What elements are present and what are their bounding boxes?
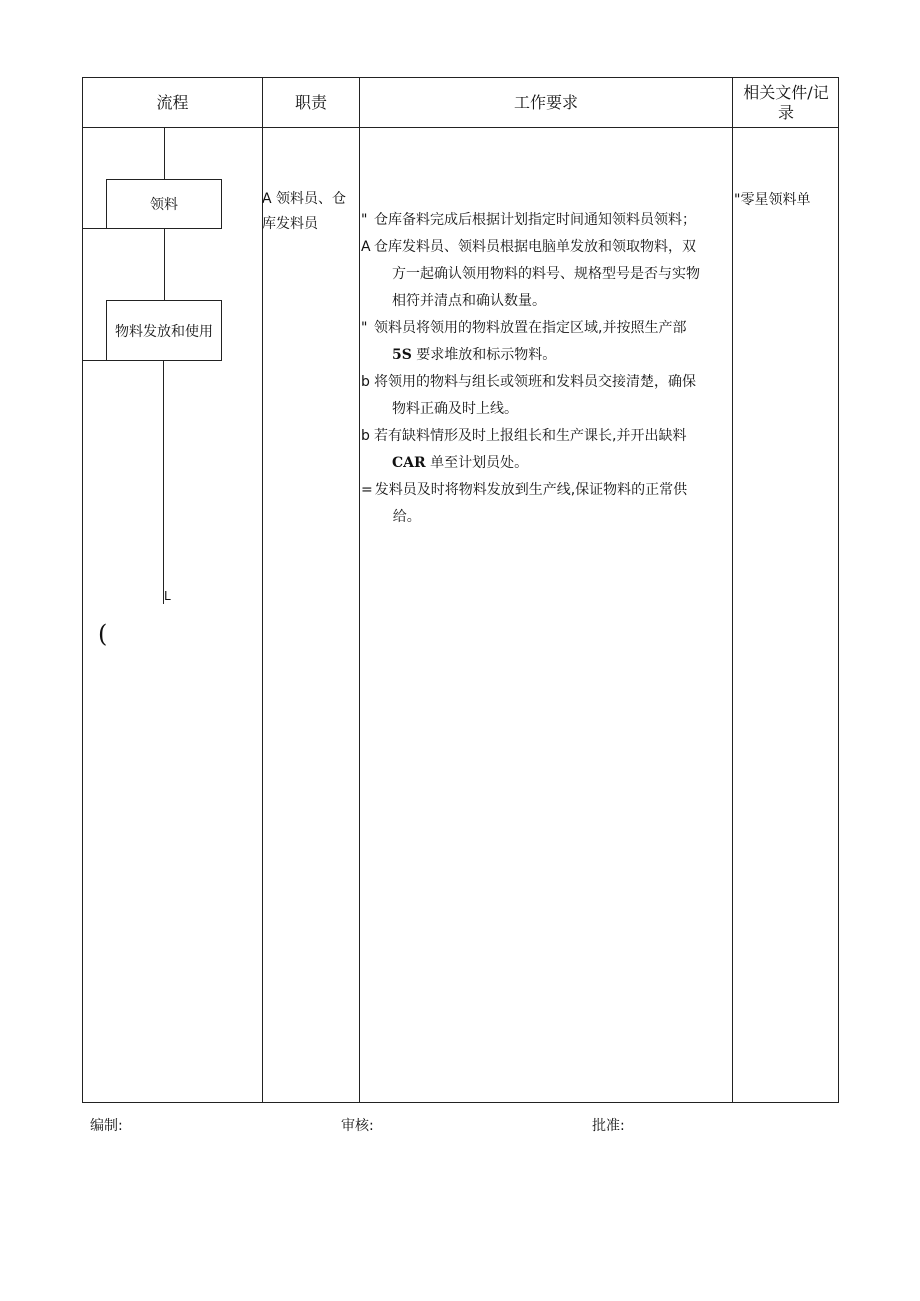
flow-branch-left-1 <box>82 228 107 229</box>
header-flow <box>83 78 262 128</box>
related-document-name: 零星领料单 <box>740 192 811 208</box>
requirement-line: 领料员将领用的物料放置在指定区域,并按照生产部 <box>374 320 687 336</box>
requirement-line-rest: 要求堆放和标示物料。 <box>411 347 557 363</box>
header-flow-label: 流程 <box>156 93 189 112</box>
footer-reviewed-by: 审核: <box>341 1118 374 1134</box>
requirement-item-1 <box>361 207 733 234</box>
header-requirements-label: 工作要求 <box>513 93 578 112</box>
requirement-marker: " <box>361 320 368 336</box>
footer-prepared-by: 编制: <box>90 1118 123 1134</box>
requirement-line <box>374 450 686 477</box>
requirement-text <box>374 369 696 423</box>
flow-step-issue-and-use <box>106 300 222 361</box>
related-documents <box>734 188 810 213</box>
requirement-marker: " <box>361 212 368 228</box>
column-divider-duty-requirements <box>359 78 360 1102</box>
requirement-line: 仓库备料完成后根据计划指定时间通知领料员领料； <box>374 212 696 228</box>
flow-end-mark: L <box>164 589 171 603</box>
requirement-marker: A <box>361 239 371 255</box>
requirement-line: 若有缺料情形及时上报组长和生产课长,并开出缺料 <box>374 428 687 444</box>
requirement-text <box>375 477 687 531</box>
header-requirements <box>360 78 732 128</box>
requirement-item-6 <box>361 477 733 531</box>
header-related-line2: 录 <box>777 103 794 122</box>
responsibility-text <box>262 187 358 237</box>
flow-branch-left-2 <box>82 360 107 361</box>
flow-parenthesis: ( <box>98 620 108 648</box>
requirement-text <box>374 234 700 315</box>
responsibility-line-1: A 领料员、仓 <box>262 191 347 207</box>
flow-connector-top <box>164 128 165 179</box>
requirement-item-3 <box>361 315 733 369</box>
header-related <box>733 78 839 128</box>
flow-step-receive-material <box>106 179 222 229</box>
requirement-line: 方一起确认领用物料的料号、规格型号是否与实物 <box>392 266 700 282</box>
requirement-line: 将领用的物料与组长或领班和发料员交接清楚，确保 <box>374 374 696 390</box>
requirement-item-5 <box>361 423 733 477</box>
requirement-text <box>374 207 696 234</box>
requirement-line: 仓库发料员、领料员根据电脑单发放和领取物料，双 <box>374 239 696 255</box>
header-related-line1: 相关文件/记 <box>743 83 829 102</box>
requirement-line: 物料正确及时上线。 <box>392 401 518 417</box>
requirement-line: 给。 <box>392 509 421 525</box>
related-marker: " <box>734 192 741 208</box>
requirement-line: 相符并清点和确认数量。 <box>392 293 546 309</box>
requirement-marker: b <box>361 428 370 444</box>
requirement-text <box>374 315 686 369</box>
requirement-line-rest: 单至计划员处。 <box>425 455 529 471</box>
requirement-bold-term: 5S <box>392 347 412 363</box>
requirements-list <box>361 207 733 531</box>
requirement-item-4 <box>361 369 733 423</box>
requirement-marker: = <box>361 482 373 498</box>
footer-approved-by: 批准: <box>592 1118 625 1134</box>
header-duty-label: 职责 <box>294 93 327 112</box>
requirement-bold-term: CAR <box>392 455 426 471</box>
flow-step-receive-material-label: 领料 <box>150 197 178 213</box>
flow-step-issue-and-use-label: 物料发放和使用 <box>115 323 213 340</box>
flow-connector-bottom <box>163 361 164 604</box>
flow-connector-middle <box>164 229 165 300</box>
requirement-item-2 <box>361 234 733 315</box>
requirement-line <box>374 342 686 369</box>
header-duty <box>263 78 359 128</box>
requirement-marker: b <box>361 374 370 390</box>
requirement-text <box>374 423 686 477</box>
header-related-label <box>743 83 828 123</box>
responsibility-line-2: 库发料员 <box>262 216 318 232</box>
requirement-line: 发料员及时将物料发放到生产线,保证物料的正常供 <box>374 482 688 498</box>
